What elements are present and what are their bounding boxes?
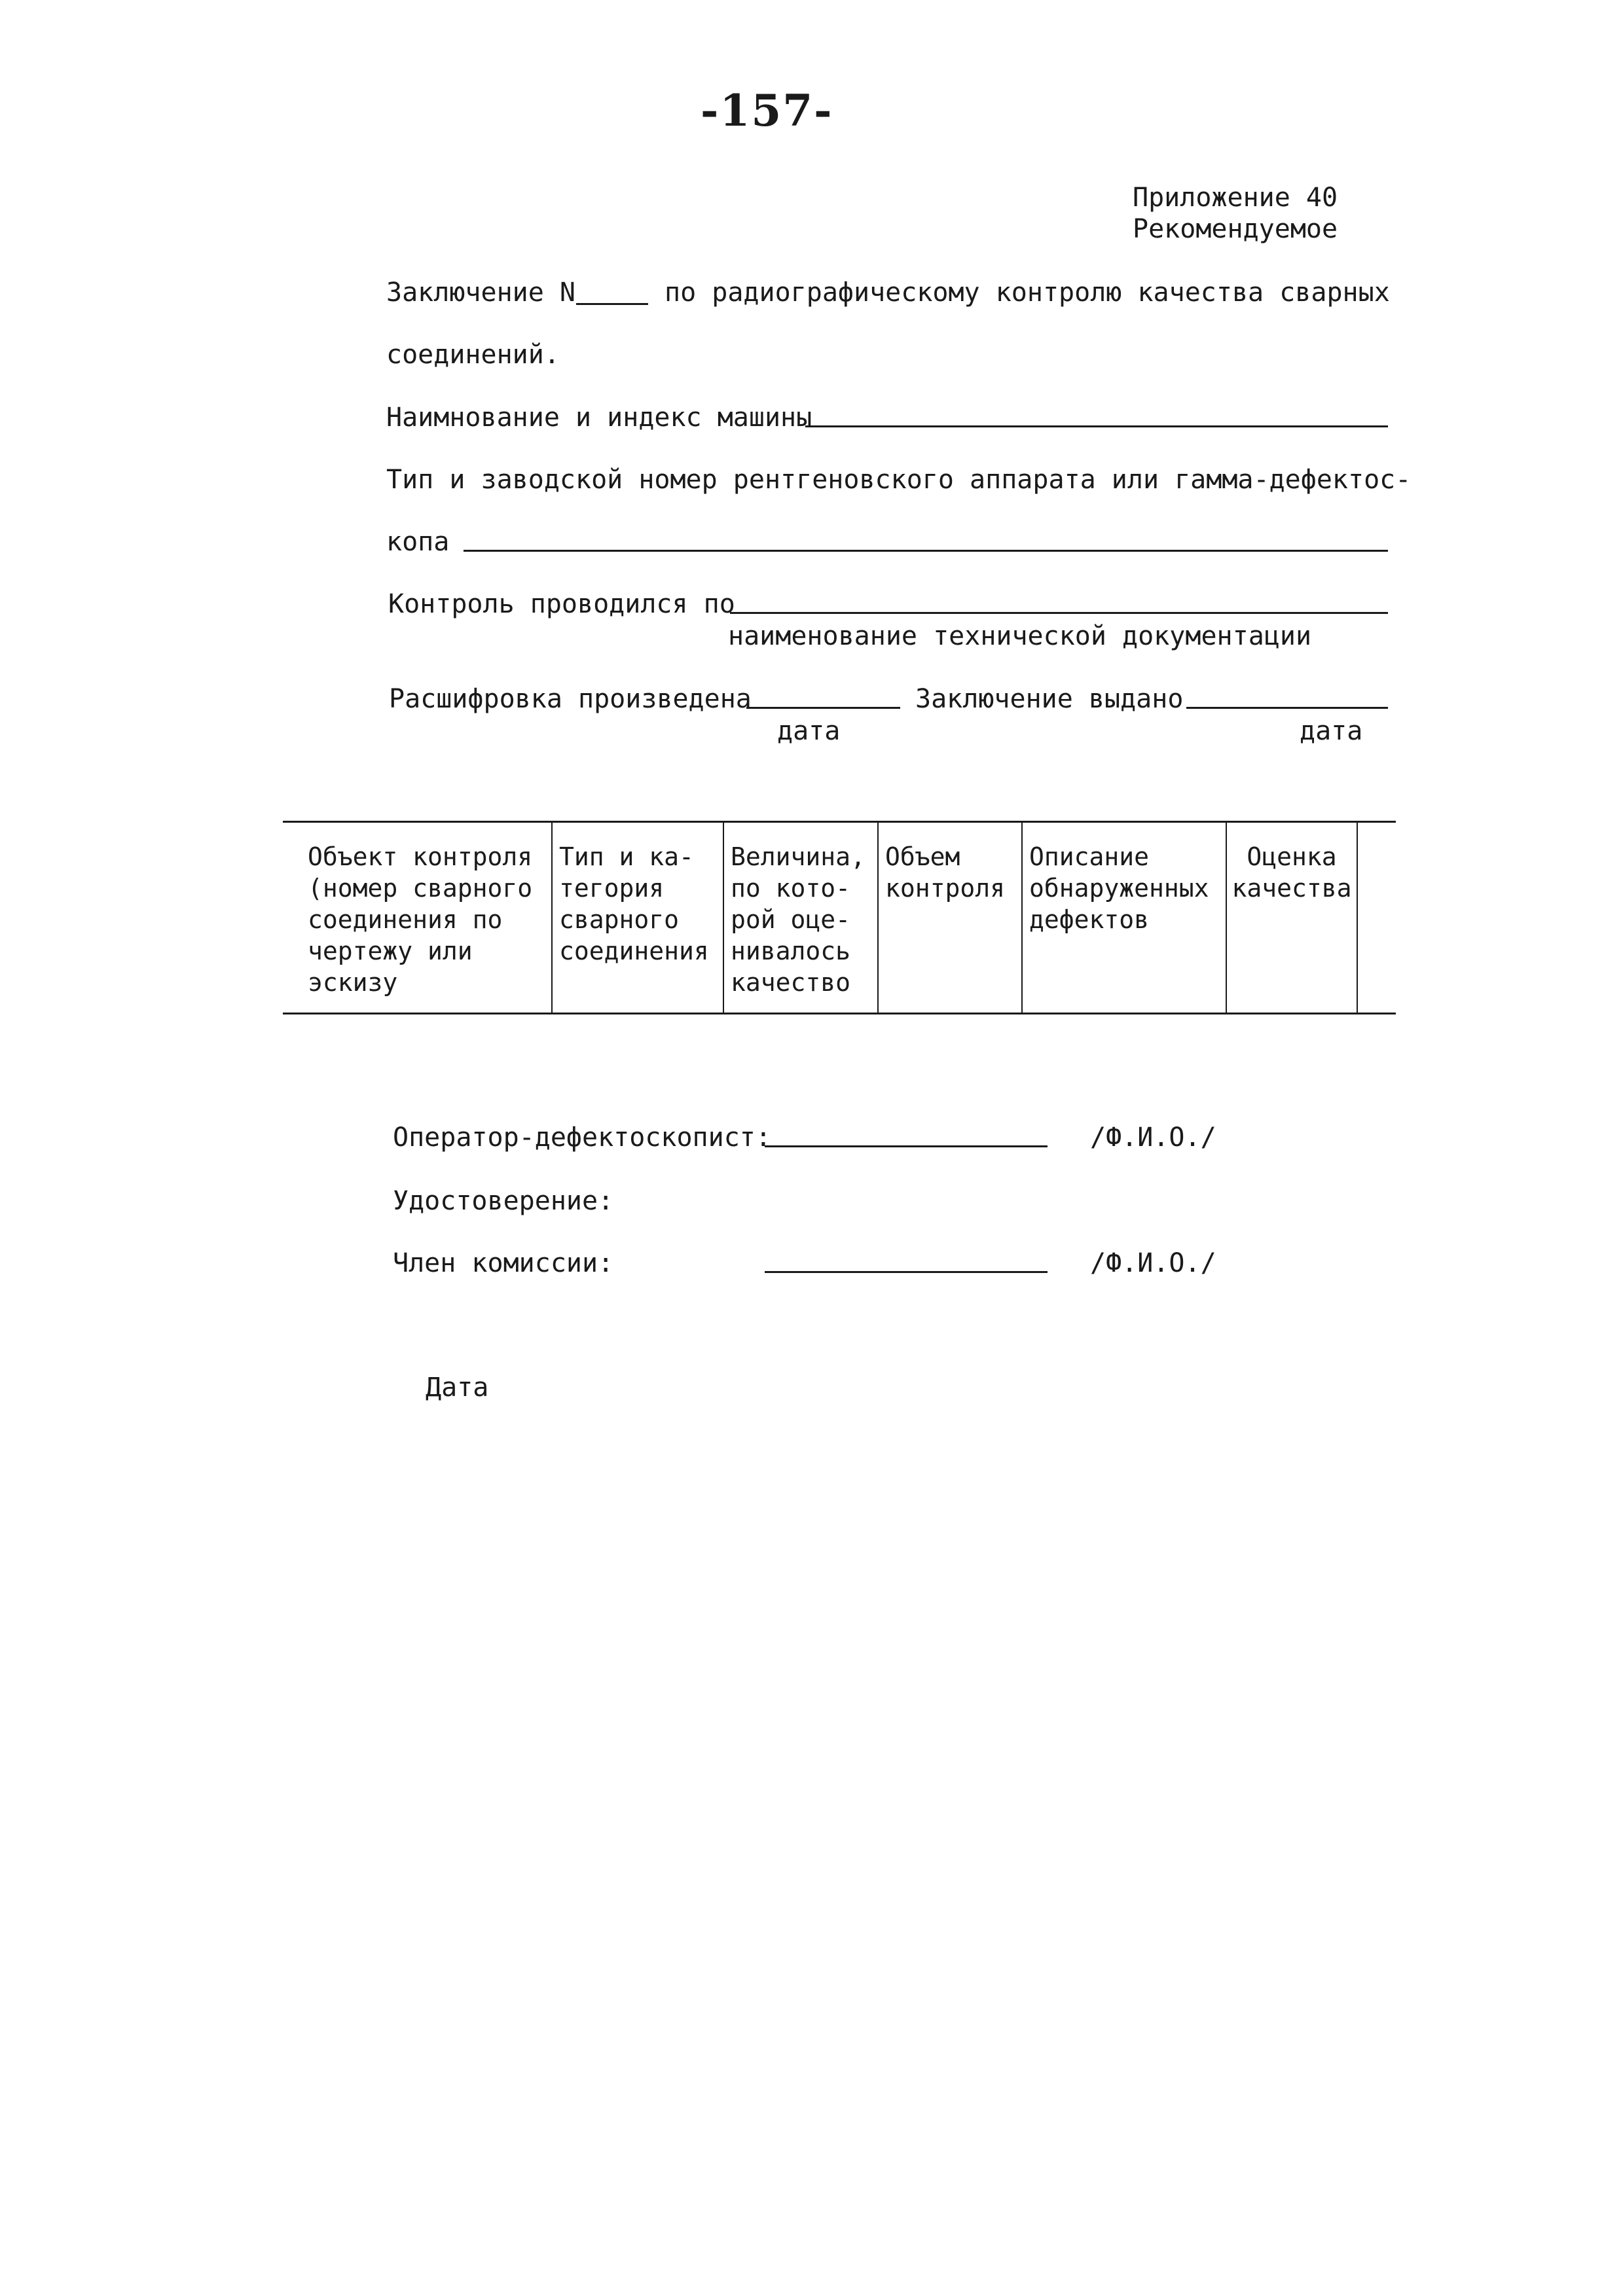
device-cont: копа bbox=[386, 527, 450, 557]
issued-label: Заключение выдано bbox=[915, 684, 1184, 714]
member-signature-line[interactable] bbox=[765, 1271, 1048, 1273]
issued-date-line[interactable] bbox=[1186, 707, 1388, 709]
table-header-volume: Объем контроля bbox=[879, 823, 1023, 1013]
inspection-table bbox=[283, 821, 1396, 1014]
control-hint: наименование технической документации bbox=[728, 621, 1312, 651]
table-header-defects: Описание обнаруженных дефектов bbox=[1023, 823, 1227, 1013]
member-label: Член комиссии: bbox=[393, 1248, 614, 1278]
control-field-line[interactable] bbox=[730, 612, 1388, 614]
table-header-type: Тип и ка- тегория сварного соединения bbox=[553, 823, 724, 1013]
issued-hint: дата bbox=[1300, 716, 1363, 746]
conclusion-number-line[interactable] bbox=[576, 303, 648, 305]
date-label: Дата bbox=[426, 1372, 489, 1403]
appendix-status: Рекомендуемое bbox=[1133, 214, 1338, 244]
operator-label: Оператор-дефектоскопист: bbox=[393, 1122, 771, 1153]
certificate-label: Удостоверение: bbox=[393, 1186, 614, 1216]
conclusion-suffix: по радиографическому контролю качества сварных bbox=[665, 278, 1390, 308]
appendix-title: Приложение 40 bbox=[1133, 183, 1338, 213]
table-header-object: Объект контроля (номер сварного соединения по чертежу или эскизу bbox=[283, 823, 553, 1013]
member-fio: /Ф.И.О./ bbox=[1090, 1248, 1216, 1278]
decoding-hint: дата bbox=[777, 716, 841, 746]
machine-label: Наимнование и индекс машины bbox=[386, 403, 812, 433]
control-label: Контроль проводился по bbox=[388, 589, 735, 619]
operator-signature-line[interactable] bbox=[765, 1145, 1048, 1147]
machine-field-line[interactable] bbox=[805, 425, 1388, 427]
page-number: -157- bbox=[701, 85, 833, 136]
decoding-label: Расшифровка произведена bbox=[389, 684, 752, 714]
decoding-date-line[interactable] bbox=[746, 707, 900, 709]
table-header-quality: Оценка качества bbox=[1227, 823, 1358, 1013]
operator-fio: /Ф.И.О./ bbox=[1090, 1122, 1216, 1153]
conclusion-cont: соединений. bbox=[386, 340, 560, 370]
table-header-value: Величина, по кото- рой оце- нивалось качество bbox=[724, 823, 879, 1013]
device-field-line[interactable] bbox=[464, 550, 1388, 552]
conclusion-prefix: Заключение N bbox=[386, 278, 575, 308]
device-label: Тип и заводской номер рентгеновского аппарата или гамма-дефектос- bbox=[386, 465, 1412, 495]
